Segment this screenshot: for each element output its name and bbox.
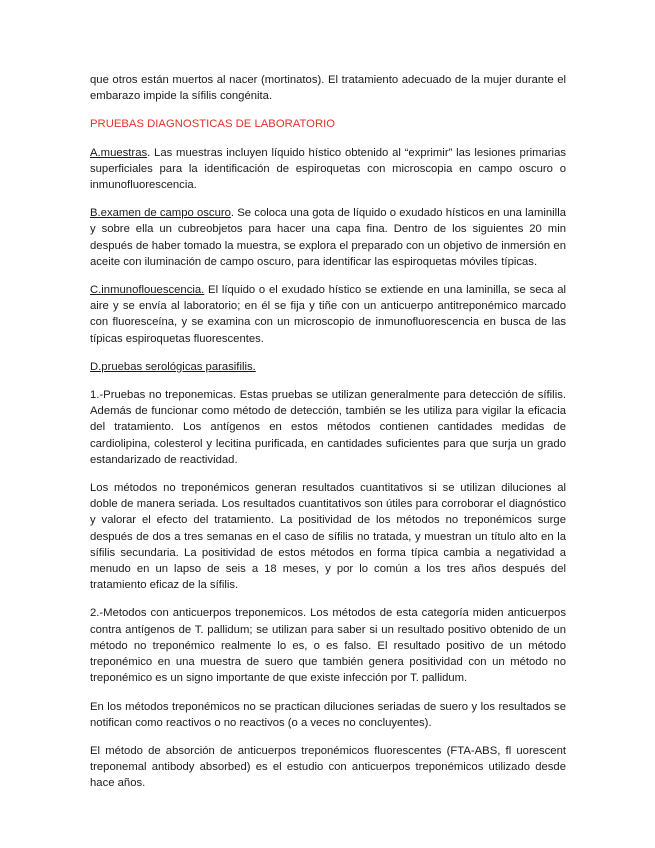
campo-oscuro-text: . Se coloca una gota de líquido o exudado hísticos en una laminilla y sobre ella un cubreobjetos para hacer una capa fina. Dentro de los siguientes 20 min después de haber tomado la muestra, se explora el preparado con un objetivo de inmersión en aceite con iluminación de campo oscuro, para identificar las espiroquetas móviles típicas.: [90, 207, 566, 268]
inmuno-text: El líquido o el exudado hístico se extiende en una laminilla, se seca al aire y se envía al laboratorio; en él se fija y tiñe con un anticuerpo antitreponémico marcado con fluoresceína, y se examina con un microscopio de inmunofluorescencia en busca de las típicas espiroquetas fluorescentes.: [90, 284, 566, 345]
campo-oscuro-label: B.examen de campo oscuro: [90, 207, 231, 220]
muestras-label: A.muestras: [90, 146, 148, 159]
serologicas-label: D.pruebas serológicas parasifilis.: [90, 360, 256, 373]
section-heading: PRUEBAS DIAGNOSTICAS DE LABORATORIO: [90, 118, 336, 131]
document-page: [90, 72, 566, 804]
campo-oscuro-paragraph: [90, 205, 566, 270]
treponemicas-paragraph-2: En los métodos treponémicos no se practican diluciones seriadas de suero y los resultados se notifican como reactivos o no reactivos (o a veces no concluyentes).: [90, 700, 566, 729]
muestras-paragraph: [90, 145, 566, 194]
no-treponemicas-paragraph-1: 1.-Pruebas no treponemicas. Estas pruebas se utilizan generalmente para detección de sífilis. Además de funcionar como método de detección, también se les utiliza para vigilar la eficacia del tratamiento. Los antígenos en estos métodos contienen cantidades medidas de cardiolipina, colesterol y lecitina purificada, en cantidades suficientes para que surja un grado estandarizado de reactividad.: [90, 389, 566, 466]
intro-paragraph: que otros están muertos al nacer (mortinatos). El tratamiento adecuado de la mujer durante el embarazo impide la sífilis congénita.: [90, 74, 566, 103]
inmuno-paragraph: [90, 282, 566, 347]
serologicas-heading: [90, 359, 566, 375]
fta-abs-paragraph: El método de absorción de anticuerpos treponémicos fluorescentes (FTA-ABS, fl uorescent treponemal antibody absorbed) es el estudio con anticuerpos treponémicos utilizado desde hace años.: [90, 744, 566, 790]
muestras-text: . Las muestras incluyen líquido hístico obtenido al “exprimir” las lesiones primarias superficiales para la identificación de espiroquetas con microscopia en campo oscuro o inmunofluorescencia.: [90, 146, 566, 192]
inmuno-label: C.inmunoflouescencia.: [90, 284, 205, 297]
no-treponemicas-paragraph-2: Los métodos no treponémicos generan resultados cuantitativos si se utilizan diluciones al doble de manera seriada. Los resultados cuantitativos son útiles para corroborar el diagnóstico y valorar el efecto del tratamiento. La positividad de los métodos no treponémicos surge después de dos a tres semanas en el caso de sífilis no tratada, y muestran un título alto en la sífilis secundaria. La positividad de estos métodos en forma típica cambia a negatividad a menudo en un lapso de seis a 18 meses, y por lo común a los tres años después del tratamiento eficaz de la sífilis.: [90, 482, 566, 592]
treponemicas-paragraph-1: 2.-Metodos con anticuerpos treponemicos. Los métodos de esta categoría miden anticuerpos contra antígenos de T. pallidum; se utilizan para saber si un resultado positivo obtenido de un método no treponémico realmente lo es, o es falso. El resultado positivo de un método treponémico en una muestra de suero que también genera positividad con un método no treponémico es un signo importante de que existe infección por T. pallidum.: [90, 607, 566, 685]
